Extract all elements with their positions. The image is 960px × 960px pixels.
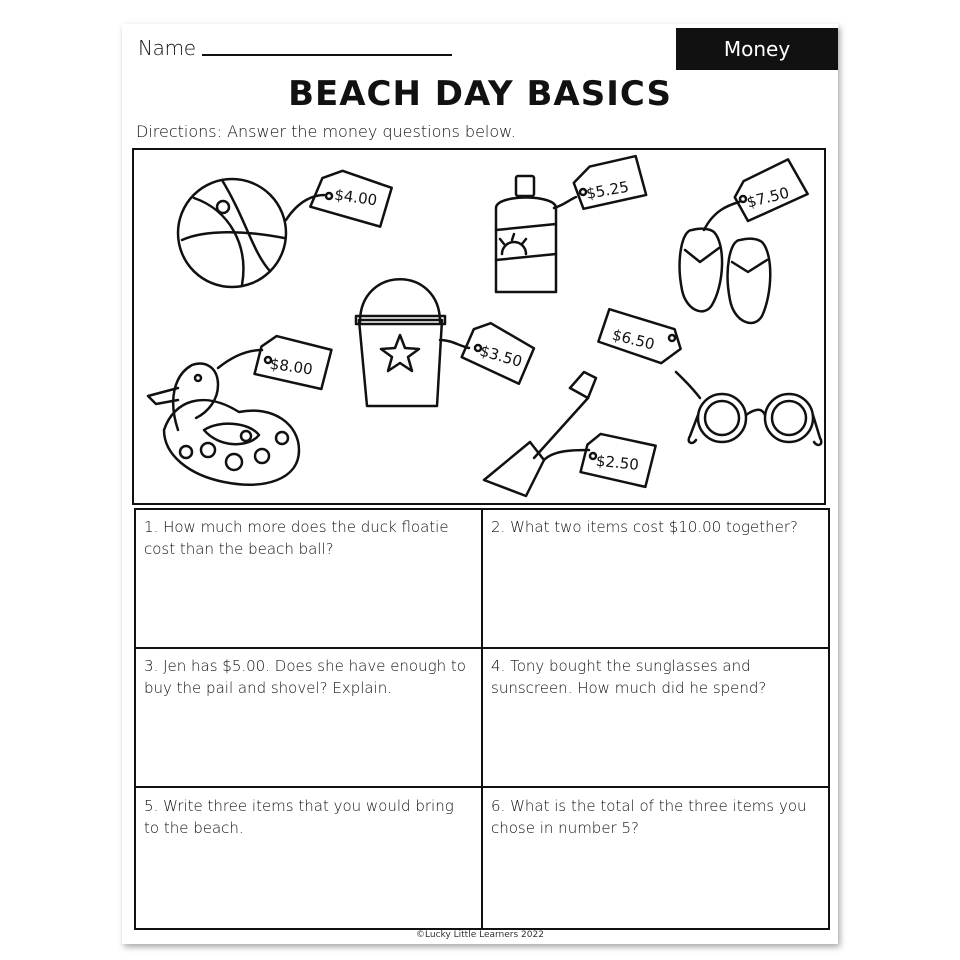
- price-tag: [580, 432, 657, 487]
- worksheet-page: [122, 24, 838, 944]
- items-picture-box: [132, 148, 826, 505]
- question-cell[interactable]: [483, 510, 828, 649]
- copyright-footer: ©Lucky Little Learners 2022: [416, 930, 544, 940]
- price-label: $3.50: [477, 341, 525, 371]
- price-label: $5.25: [584, 177, 631, 203]
- directions-text: Directions: Answer the money questions below.: [136, 122, 516, 141]
- price-tag: [459, 318, 538, 385]
- question-cell[interactable]: [136, 649, 482, 788]
- question-cell[interactable]: [136, 789, 482, 928]
- question-text: 3. Jen has $5.00. Does she have enough to buy the pail and shovel? Explain.: [144, 657, 466, 697]
- question-cell[interactable]: [136, 510, 482, 649]
- question-text: 4. Tony bought the sunglasses and sunscreen. How much did he spend?: [491, 657, 767, 697]
- price-tag: [309, 167, 393, 227]
- question-text: 5. Write three items that you would bring to the beach.: [144, 797, 454, 837]
- price-tag: [729, 157, 810, 223]
- price-label: $4.00: [333, 185, 379, 210]
- questions-grid: [134, 508, 830, 930]
- price-tag: [254, 334, 333, 389]
- beach-ball-icon: [178, 179, 324, 287]
- name-field-line[interactable]: [202, 54, 452, 56]
- question-cell[interactable]: [483, 789, 828, 928]
- question-text: 6. What is the total of the three items you chose in number 5?: [491, 797, 807, 837]
- price-tag: [571, 155, 647, 209]
- name-label: Name: [138, 36, 196, 60]
- question-text: 1. How much more does the duck floatie cost than the beach ball?: [144, 518, 449, 558]
- question-cell[interactable]: [483, 649, 828, 788]
- sunscreen-bottle-icon: [496, 176, 576, 292]
- sunglasses-icon: [676, 372, 821, 445]
- page-title: BEACH DAY BASICS: [288, 74, 672, 114]
- question-text: 2. What two items cost $10.00 together?: [491, 518, 799, 536]
- flip-flops-icon: [680, 202, 771, 323]
- price-label: $2.50: [595, 451, 640, 475]
- price-label: $7.50: [744, 183, 791, 212]
- price-tag: [597, 308, 686, 366]
- price-label: $8.00: [268, 354, 314, 379]
- topic-badge: Money: [676, 28, 838, 70]
- pail-icon: [356, 279, 469, 406]
- price-label: $6.50: [610, 325, 657, 354]
- shovel-icon: [484, 372, 596, 496]
